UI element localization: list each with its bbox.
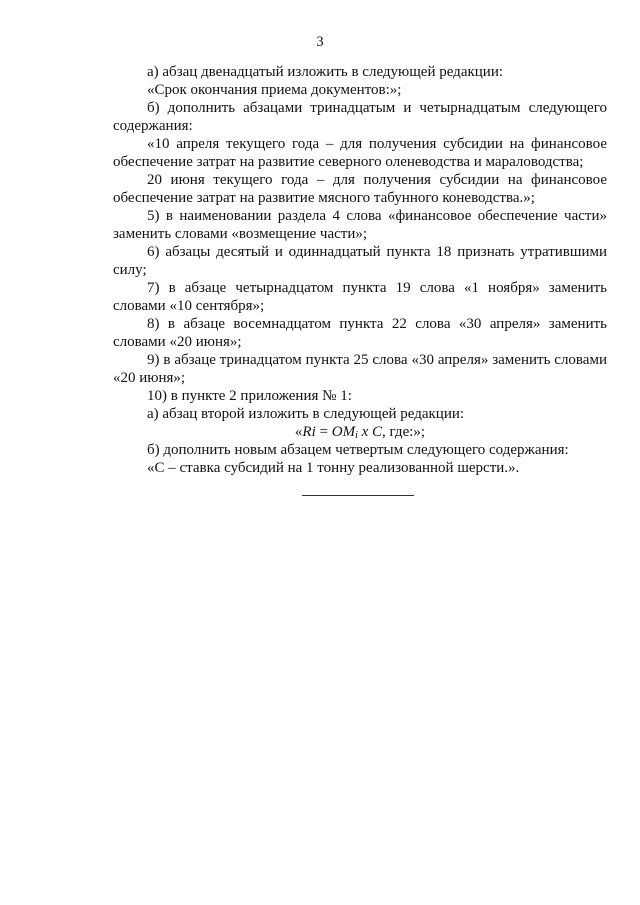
formula-om-subscript: i (355, 430, 358, 441)
paragraph: 6) абзацы десятый и одиннадцатый пункта 18 признать утратившими силу; (113, 244, 607, 278)
paragraph: «Срок окончания приема документов:»; (147, 82, 402, 98)
page-number: 3 (316, 34, 324, 50)
paragraph: а) абзац второй изложить в следующей редакции: (147, 406, 465, 422)
paragraph: «С – ставка субсидий на 1 тонну реализованной шерсти.». (147, 460, 520, 476)
formula-open-quote: « (294, 424, 303, 440)
paragraph: 9) в абзаце тринадцатом пункта 25 слова «30 апреля» заменить словами «20 июня»; (113, 352, 607, 386)
paragraph: 10) в пункте 2 приложения № 1: (147, 388, 352, 404)
paragraph: б) дополнить новым абзацем четвертым следующего содержания: (147, 442, 569, 458)
formula-tail: , где:»; (382, 424, 426, 440)
paragraph: а) абзац двенадцатый изложить в следующей редакции: (147, 64, 504, 80)
formula-equals: = (315, 424, 332, 440)
formula-c: C (372, 424, 383, 440)
end-of-document-rule (302, 495, 414, 496)
formula-om: OM (331, 424, 356, 440)
formula-times: x (357, 424, 373, 440)
formula (302, 424, 382, 440)
paragraph: 8) в абзаце восемнадцатом пункта 22 слова «30 апреля» заменить словами «20 июня»; (113, 316, 607, 350)
paragraph: 5) в наименовании раздела 4 слова «финансовое обеспечение части» заменить словами «возмещение части»; (113, 208, 607, 242)
paragraph: «10 апреля текущего года – для получения субсидии на финансовое обеспечение затрат на развитие северного оленеводства и мараловодства; (113, 136, 607, 170)
paragraph: б) дополнить абзацами тринадцатым и четырнадцатым следующего содержания: (113, 100, 607, 134)
document-body (113, 63, 607, 477)
formula-lhs: Ri (302, 424, 316, 440)
paragraph: 7) в абзаце четырнадцатом пункта 19 слова «1 ноября» заменить словами «10 сентября»; (113, 280, 607, 314)
formula-line (113, 423, 607, 441)
paragraph: 20 июня текущего года – для получения субсидии на финансовое обеспечение затрат на развитие мясного табунного коневодства.»; (113, 172, 607, 206)
